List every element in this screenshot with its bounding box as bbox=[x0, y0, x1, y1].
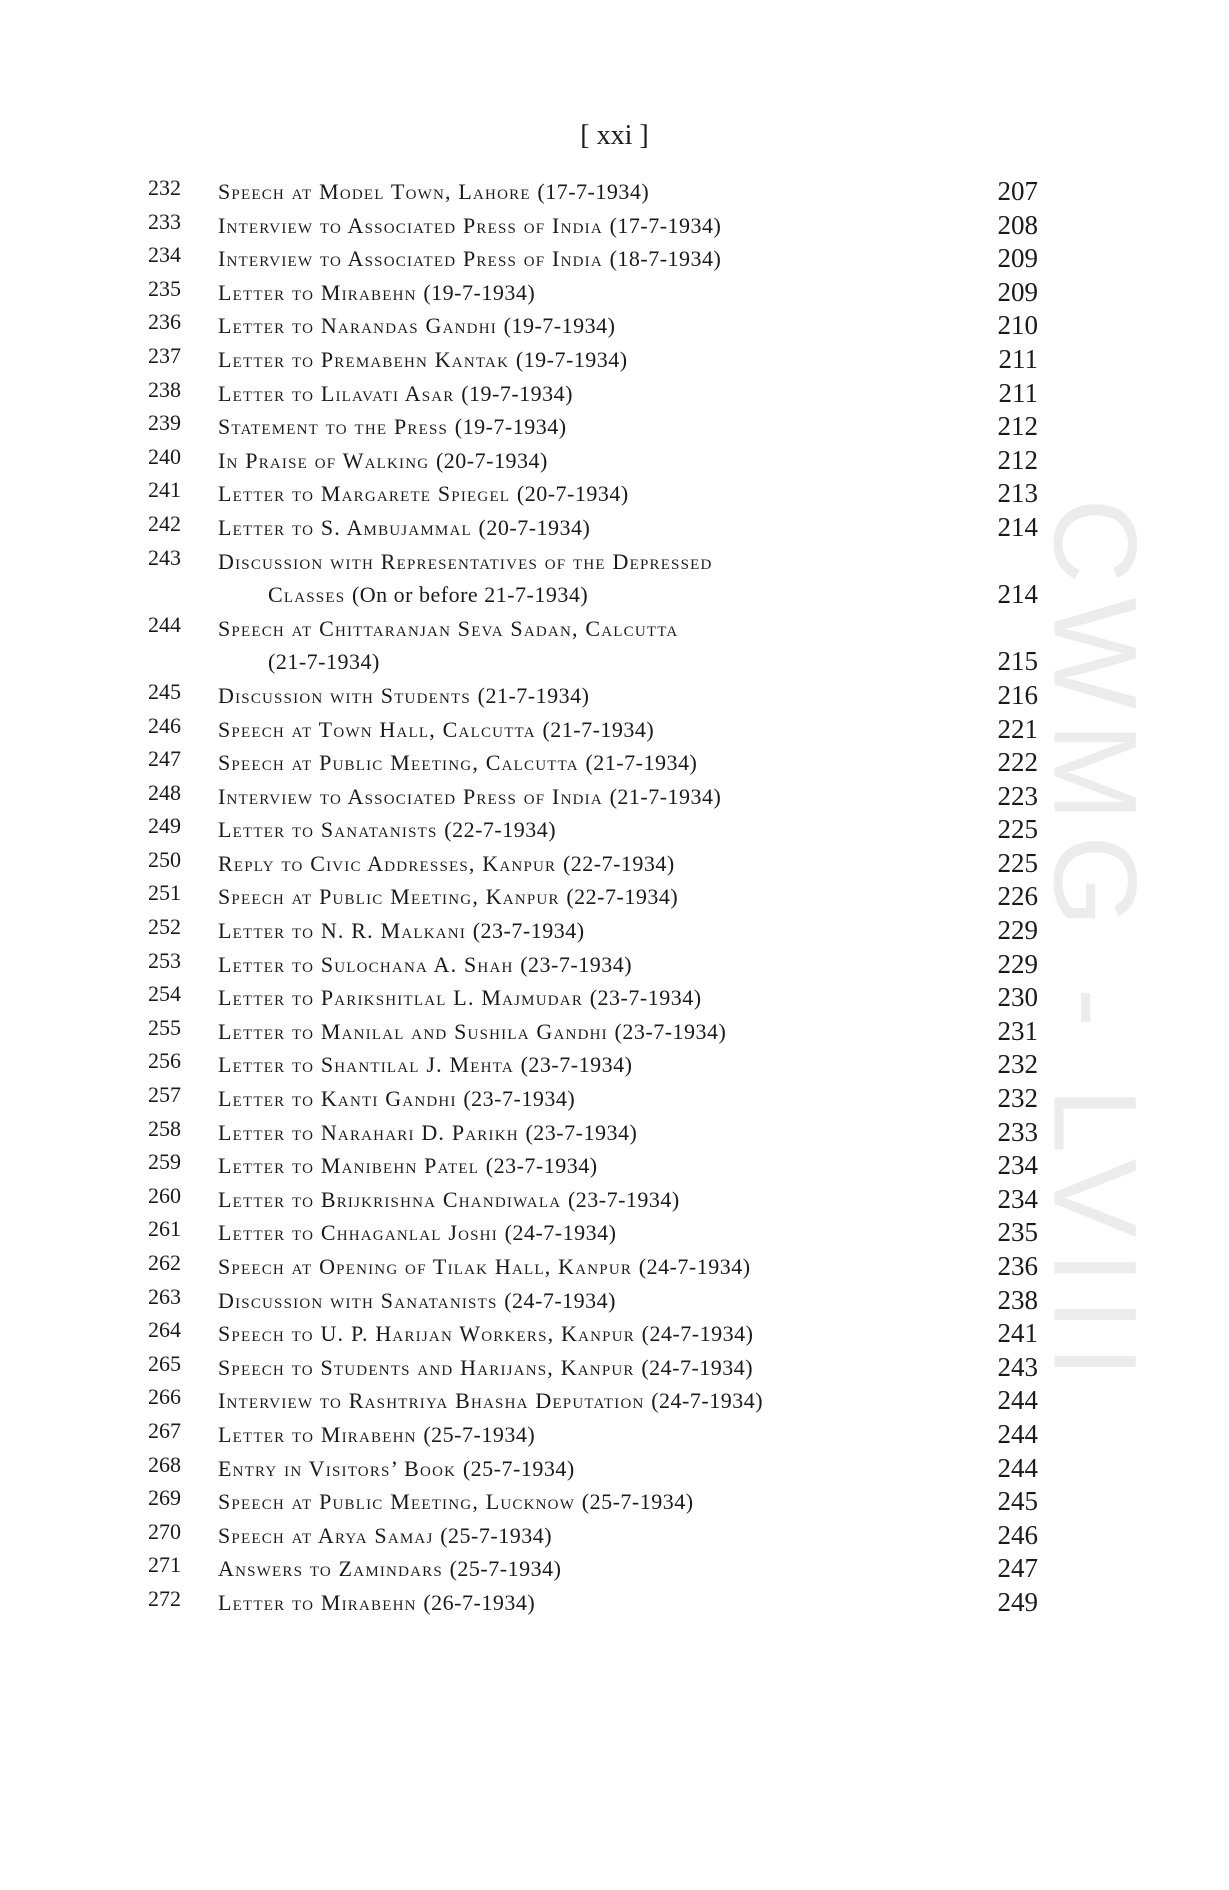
toc-entry bbox=[148, 410, 1038, 444]
entry-date: (23-7-1934) bbox=[472, 918, 585, 944]
entry-page: 234 bbox=[997, 1183, 1038, 1214]
entry-number: 249 bbox=[148, 813, 181, 839]
entry-text bbox=[218, 713, 654, 747]
entry-text-line1 bbox=[218, 545, 713, 579]
entry-page: 235 bbox=[997, 1217, 1038, 1248]
toc-entry bbox=[148, 1586, 1038, 1620]
entry-title: Speech at Town Hall, Calcutta bbox=[218, 716, 536, 742]
entry-date: (26-7-1934) bbox=[423, 1589, 536, 1615]
entry-page: 213 bbox=[997, 478, 1038, 509]
toc-entry bbox=[148, 1485, 1038, 1519]
entry-text bbox=[218, 1384, 763, 1418]
entry-page: 249 bbox=[997, 1586, 1038, 1617]
entry-date: (21-7-1934) bbox=[609, 783, 722, 809]
entry-title: Letter to Mirabehn bbox=[218, 1589, 417, 1615]
entry-page: 212 bbox=[997, 411, 1038, 442]
entry-text bbox=[218, 1452, 575, 1486]
entry-page: 232 bbox=[997, 1049, 1038, 1080]
entry-page: 247 bbox=[997, 1553, 1038, 1584]
entry-page: 208 bbox=[997, 209, 1038, 240]
entry-page: 244 bbox=[997, 1452, 1038, 1483]
entry-title: Letter to Narandas Gandhi bbox=[218, 313, 497, 339]
entry-title: Letter to Sanatanists bbox=[218, 817, 438, 843]
entry-number: 233 bbox=[148, 208, 181, 234]
entry-date: (25-7-1934) bbox=[462, 1455, 575, 1481]
toc-entry bbox=[148, 444, 1038, 478]
toc-entry bbox=[148, 1183, 1038, 1217]
watermark-text: CWMG - LVIII bbox=[1029, 498, 1161, 1392]
toc-entry bbox=[148, 1384, 1038, 1418]
entry-number: 235 bbox=[148, 275, 181, 301]
entry-number: 263 bbox=[148, 1283, 181, 1309]
entry-title: Speech at Opening of Tilak Hall, Kanpur bbox=[218, 1254, 633, 1279]
entry-number: 252 bbox=[148, 914, 181, 940]
entry-text bbox=[218, 981, 702, 1015]
toc-entry bbox=[148, 1015, 1038, 1049]
entry-number: 240 bbox=[148, 443, 181, 469]
entry-title: Letter to Narahari D. Parikh bbox=[218, 1119, 519, 1145]
entry-number: 239 bbox=[148, 410, 181, 436]
entry-text bbox=[218, 1216, 616, 1250]
entry-date: (18-7-1934) bbox=[609, 246, 722, 272]
entry-title: Speech at Arya Samaj bbox=[218, 1522, 434, 1548]
entry-page: 238 bbox=[997, 1284, 1038, 1315]
entry-number: 248 bbox=[148, 779, 181, 805]
entry-date: (21-7-1934) bbox=[268, 649, 380, 675]
entry-text bbox=[218, 309, 615, 343]
entry-title: Discussion with Representatives of the Depressed bbox=[218, 548, 713, 574]
entry-date: (24-7-1934) bbox=[504, 1287, 617, 1313]
entry-page: 223 bbox=[997, 780, 1038, 811]
toc-entry bbox=[148, 914, 1038, 948]
entry-number: 261 bbox=[148, 1216, 181, 1242]
entry-date: (24-7-1934) bbox=[641, 1354, 754, 1380]
entry-date: (21-7-1934) bbox=[585, 750, 698, 776]
entry-text-line2 bbox=[268, 578, 588, 612]
entry-text bbox=[218, 1586, 535, 1620]
entry-title: Speech at Public Meeting, Lucknow bbox=[218, 1489, 576, 1515]
entry-page: 230 bbox=[997, 982, 1038, 1013]
entry-number: 265 bbox=[148, 1350, 181, 1376]
entry-title: Letter to Manibehn Patel bbox=[218, 1153, 480, 1179]
toc-entry bbox=[148, 276, 1038, 310]
entry-text bbox=[218, 1317, 753, 1351]
entry-number: 271 bbox=[148, 1552, 181, 1578]
toc-entry bbox=[148, 1250, 1038, 1284]
entry-page: 246 bbox=[997, 1519, 1038, 1550]
entry-number: 254 bbox=[148, 981, 181, 1007]
entry-title: In Praise of Walking bbox=[218, 447, 430, 473]
entry-page: 209 bbox=[997, 276, 1038, 307]
entry-date: (24-7-1934) bbox=[504, 1220, 617, 1246]
entry-date: (19-7-1934) bbox=[503, 313, 616, 339]
entry-date: (22-7-1934) bbox=[566, 884, 679, 910]
entry-date: (17-7-1934) bbox=[609, 212, 722, 238]
toc-entry bbox=[148, 545, 1038, 612]
entry-text bbox=[218, 343, 628, 377]
toc-entry bbox=[148, 1082, 1038, 1116]
page-number: [ xxi ] bbox=[580, 120, 649, 151]
entry-number: 256 bbox=[148, 1048, 181, 1074]
entry-number: 237 bbox=[148, 342, 181, 368]
entry-number: 247 bbox=[148, 746, 181, 772]
entry-date: (23-7-1934) bbox=[567, 1186, 680, 1212]
entry-text bbox=[218, 847, 675, 881]
entry-number: 242 bbox=[148, 510, 181, 536]
entry-text bbox=[218, 813, 556, 847]
entry-date: (19-7-1934) bbox=[515, 346, 628, 372]
entry-page: 243 bbox=[997, 1351, 1038, 1382]
entry-text bbox=[218, 410, 567, 444]
entry-date: (22-7-1934) bbox=[562, 850, 675, 876]
entry-number: 267 bbox=[148, 1417, 181, 1443]
entry-page: 245 bbox=[997, 1486, 1038, 1517]
entry-number: 251 bbox=[148, 880, 181, 906]
entry-number: 236 bbox=[148, 309, 181, 335]
entry-number: 272 bbox=[148, 1585, 181, 1611]
entry-date: (20-7-1934) bbox=[478, 514, 591, 540]
entry-number: 268 bbox=[148, 1451, 181, 1477]
entry-page: 225 bbox=[997, 814, 1038, 845]
entry-text bbox=[218, 377, 573, 411]
entry-page: 209 bbox=[997, 243, 1038, 274]
watermark bbox=[1029, 450, 1161, 1440]
entry-number: 246 bbox=[148, 712, 181, 738]
entry-text bbox=[218, 511, 590, 545]
entry-page: 241 bbox=[997, 1318, 1038, 1349]
entry-text bbox=[218, 1082, 575, 1116]
entry-number: 241 bbox=[148, 477, 181, 503]
entry-text bbox=[218, 1552, 561, 1586]
entry-page: 225 bbox=[997, 847, 1038, 878]
entry-title: Interview to Associated Press of India bbox=[218, 246, 603, 272]
toc-entry bbox=[148, 746, 1038, 780]
entry-date: (25-7-1934) bbox=[581, 1489, 694, 1515]
entry-text bbox=[218, 175, 649, 209]
entry-date: (23-7-1934) bbox=[485, 1153, 598, 1179]
toc-entry bbox=[148, 1284, 1038, 1318]
entry-date: (25-7-1934) bbox=[423, 1421, 536, 1447]
entry-title: Letter to Mirabehn bbox=[218, 1421, 417, 1447]
entry-text bbox=[218, 1284, 616, 1318]
entry-page: 210 bbox=[997, 310, 1038, 341]
toc-entry bbox=[148, 1048, 1038, 1082]
entry-title: Letter to S. Ambujammal bbox=[218, 514, 472, 540]
entry-title: Letter to Shantilal J. Mehta bbox=[218, 1052, 514, 1078]
entry-number: 258 bbox=[148, 1115, 181, 1141]
entry-page: 236 bbox=[997, 1251, 1038, 1281]
entry-title-continued: Classes bbox=[268, 582, 346, 608]
entry-text bbox=[218, 444, 548, 478]
entry-number: 270 bbox=[148, 1518, 181, 1544]
entry-number: 232 bbox=[148, 175, 181, 200]
entry-text bbox=[218, 1519, 552, 1553]
entry-title: Speech to Students and Harijans, Kanpur bbox=[218, 1354, 635, 1380]
entry-number: 234 bbox=[148, 242, 181, 268]
toc-entry bbox=[148, 847, 1038, 881]
entry-number: 243 bbox=[148, 544, 181, 570]
entry-page: 226 bbox=[997, 881, 1038, 912]
entry-title: Interview to Rashtriya Bhasha Deputation bbox=[218, 1388, 645, 1414]
entry-date: (22-7-1934) bbox=[444, 817, 557, 843]
entry-number: 245 bbox=[148, 678, 181, 704]
entry-date: (20-7-1934) bbox=[516, 481, 629, 507]
entry-date: (24-7-1934) bbox=[651, 1388, 764, 1414]
entry-text bbox=[218, 242, 721, 276]
entry-page: 233 bbox=[997, 1116, 1038, 1147]
entry-number: 250 bbox=[148, 846, 181, 872]
entry-date: (17-7-1934) bbox=[537, 179, 650, 204]
entry-title: Letter to N. R. Malkani bbox=[218, 918, 467, 944]
entry-title: Letter to Lilavati Asar bbox=[218, 380, 455, 406]
table-of-contents bbox=[148, 175, 1038, 1620]
entry-title: Reply to Civic Addresses, Kanpur bbox=[218, 850, 557, 876]
entry-page: 229 bbox=[997, 948, 1038, 979]
toc-entry bbox=[148, 780, 1038, 814]
entry-text bbox=[218, 1116, 637, 1150]
entry-title: Speech at Chittaranjan Seva Sadan, Calcutta bbox=[218, 615, 679, 641]
entry-page: 212 bbox=[997, 444, 1038, 475]
entry-text bbox=[218, 1183, 680, 1217]
toc-entry bbox=[148, 679, 1038, 713]
entry-number: 264 bbox=[148, 1317, 181, 1343]
toc-entry bbox=[148, 1452, 1038, 1486]
entry-page: 244 bbox=[997, 1418, 1038, 1449]
entry-page: 232 bbox=[997, 1083, 1038, 1114]
entry-page: 222 bbox=[997, 747, 1038, 778]
entry-title: Statement to the Press bbox=[218, 414, 449, 440]
entry-page: 231 bbox=[997, 1015, 1038, 1046]
entry-date: (23-7-1934) bbox=[520, 951, 633, 977]
entry-page: 229 bbox=[997, 915, 1038, 946]
toc-entry bbox=[148, 309, 1038, 343]
entry-page: 214 bbox=[997, 511, 1038, 542]
toc-entry bbox=[148, 1149, 1038, 1183]
toc-entry bbox=[148, 1519, 1038, 1553]
entry-text bbox=[218, 1149, 598, 1183]
entry-text bbox=[218, 1015, 726, 1049]
entry-text bbox=[218, 880, 678, 914]
entry-page: 214 bbox=[997, 579, 1038, 610]
entry-number: 259 bbox=[148, 1149, 181, 1175]
entry-number: 266 bbox=[148, 1384, 181, 1410]
entry-date: (On or before 21-7-1934) bbox=[351, 582, 589, 608]
entry-page: 215 bbox=[997, 646, 1038, 677]
entry-title: Letter to Premabehn Kantak bbox=[218, 346, 510, 372]
toc-entry bbox=[148, 1552, 1038, 1586]
entry-date: (25-7-1934) bbox=[440, 1522, 553, 1548]
entry-title: Letter to Mirabehn bbox=[218, 279, 417, 305]
entry-page: 216 bbox=[997, 679, 1038, 710]
entry-title: Letter to Margarete Spiegel bbox=[218, 481, 511, 507]
toc-entry bbox=[148, 477, 1038, 511]
entry-number: 255 bbox=[148, 1014, 181, 1040]
toc-entry bbox=[148, 511, 1038, 545]
toc-entry bbox=[148, 813, 1038, 847]
entry-title: Interview to Associated Press of India bbox=[218, 212, 603, 238]
entry-date: (24-7-1934) bbox=[641, 1321, 754, 1347]
entry-page: 211 bbox=[998, 377, 1038, 408]
entry-title: Speech at Model Town, Lahore bbox=[218, 179, 531, 204]
entry-number: 257 bbox=[148, 1082, 181, 1108]
entry-text bbox=[218, 1250, 751, 1284]
entry-number: 244 bbox=[148, 611, 181, 637]
toc-entry bbox=[148, 242, 1038, 276]
toc-entry bbox=[148, 1351, 1038, 1385]
entry-date: (24-7-1934) bbox=[638, 1254, 751, 1279]
entry-text bbox=[218, 1351, 753, 1385]
entry-text-line2 bbox=[268, 645, 380, 679]
toc-entry bbox=[148, 1116, 1038, 1150]
entry-number: 253 bbox=[148, 947, 181, 973]
toc-entry bbox=[148, 948, 1038, 982]
entry-page: 211 bbox=[998, 343, 1038, 374]
entry-date: (23-7-1934) bbox=[525, 1119, 638, 1145]
entry-number: 260 bbox=[148, 1182, 181, 1208]
entry-page: 207 bbox=[997, 176, 1038, 206]
entry-date: (21-7-1934) bbox=[542, 716, 655, 742]
entry-date: (23-7-1934) bbox=[589, 985, 702, 1011]
entry-title: Letter to Kanti Gandhi bbox=[218, 1086, 457, 1112]
entry-title: Speech to U. P. Harijan Workers, Kanpur bbox=[218, 1321, 635, 1347]
entry-title: Speech at Public Meeting, Kanpur bbox=[218, 884, 560, 910]
entry-page: 234 bbox=[997, 1150, 1038, 1181]
toc-entry bbox=[148, 1418, 1038, 1452]
entry-date: (25-7-1934) bbox=[449, 1556, 562, 1582]
entry-title: Discussion with Sanatanists bbox=[218, 1287, 498, 1313]
toc-entry bbox=[148, 175, 1038, 209]
entry-text bbox=[218, 1485, 694, 1519]
entry-text bbox=[218, 914, 585, 948]
toc-entry bbox=[148, 612, 1038, 679]
entry-text bbox=[218, 1418, 535, 1452]
entry-date: (19-7-1934) bbox=[423, 279, 536, 305]
entry-title: Discussion with Students bbox=[218, 682, 471, 708]
entry-title: Interview to Associated Press of India bbox=[218, 783, 603, 809]
entry-date: (23-7-1934) bbox=[463, 1086, 576, 1112]
toc-entry bbox=[148, 981, 1038, 1015]
entry-title: Letter to Manilal and Sushila Gandhi bbox=[218, 1018, 608, 1044]
toc-entry bbox=[148, 880, 1038, 914]
entry-text bbox=[218, 209, 721, 243]
entry-text bbox=[218, 276, 535, 310]
entry-date: (20-7-1934) bbox=[435, 447, 548, 473]
entry-number: 269 bbox=[148, 1485, 181, 1511]
entry-title: Letter to Parikshitlal L. Majmudar bbox=[218, 985, 584, 1011]
entry-title: Letter to Brijkrishna Chandiwala bbox=[218, 1186, 562, 1212]
entry-text bbox=[218, 679, 589, 713]
entry-date: (23-7-1934) bbox=[614, 1018, 727, 1044]
entry-title: Answers to Zamindars bbox=[218, 1556, 443, 1582]
entry-page: 221 bbox=[997, 713, 1038, 744]
entry-number: 238 bbox=[148, 376, 181, 402]
entry-date: (23-7-1934) bbox=[520, 1052, 633, 1078]
entry-page: 244 bbox=[997, 1385, 1038, 1416]
toc-entry bbox=[148, 713, 1038, 747]
entry-text-line1 bbox=[218, 612, 678, 646]
entry-number: 262 bbox=[148, 1250, 181, 1275]
toc-entry bbox=[148, 377, 1038, 411]
entry-text bbox=[218, 746, 697, 780]
entry-date: (21-7-1934) bbox=[477, 682, 590, 708]
entry-text bbox=[218, 780, 721, 814]
entry-date: (19-7-1934) bbox=[454, 414, 567, 440]
entry-title: Entry in Visitors’ Book bbox=[218, 1455, 457, 1481]
entry-text bbox=[218, 948, 632, 982]
entry-text bbox=[218, 1048, 632, 1082]
toc-entry bbox=[148, 1216, 1038, 1250]
toc-entry bbox=[148, 1317, 1038, 1351]
toc-entry bbox=[148, 209, 1038, 243]
entry-date: (19-7-1934) bbox=[461, 380, 574, 406]
entry-title: Letter to Chhaganlal Joshi bbox=[218, 1220, 498, 1246]
entry-title: Speech at Public Meeting, Calcutta bbox=[218, 750, 579, 776]
entry-title: Letter to Sulochana A. Shah bbox=[218, 951, 514, 977]
toc-entry bbox=[148, 343, 1038, 377]
entry-text bbox=[218, 477, 629, 511]
